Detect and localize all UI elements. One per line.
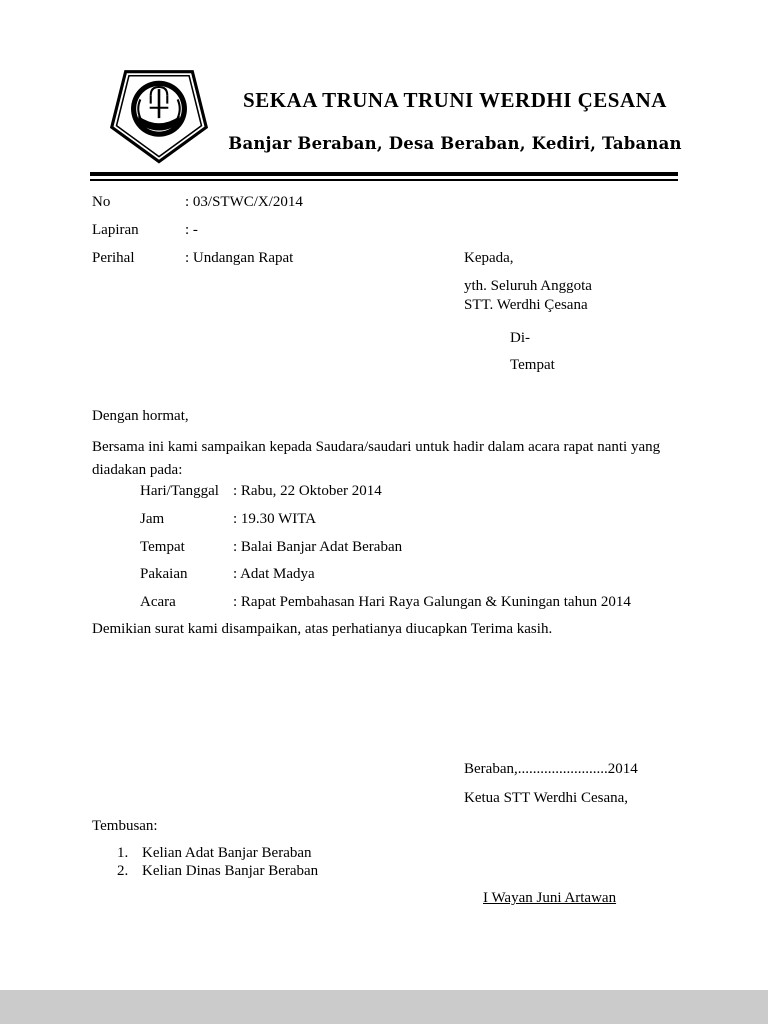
- signature-name: I Wayan Juni Artawan: [483, 890, 617, 906]
- jam-value: : 19.30 WITA: [233, 511, 317, 527]
- recipient-tempat: Tempat: [510, 357, 555, 373]
- signature-place-date: Beraban,........................2014: [464, 761, 638, 777]
- recipient-line1: yth. Seluruh Anggota: [464, 278, 592, 294]
- acara-label: Acara: [140, 594, 176, 610]
- meta-row-perihal: [92, 250, 293, 267]
- recipient-kepada: Kepada,: [464, 250, 514, 266]
- tembusan-label: Tembusan:: [92, 818, 158, 834]
- detail-row-pakaian: [140, 566, 315, 583]
- opening-paragraph: Bersama ini kami sampaikan kepada Saudara/saudari untuk hadir dalam acara rapat nanti yang diadakan pada:: [92, 439, 661, 479]
- logo-emblem: [131, 81, 187, 137]
- tembusan-2-text: Kelian Dinas Banjar Beraban: [142, 863, 319, 879]
- org-name: SEKAA TRUNA TRUNI WERDHI ÇESANA: [243, 88, 667, 112]
- tempat-label: Tempat: [140, 539, 185, 555]
- no-label: No: [92, 194, 111, 210]
- org-address: Banjar Beraban, Desa Beraban, Kediri, Tabanan: [228, 134, 682, 153]
- header-divider: [90, 172, 678, 181]
- tembusan-item-1: [117, 845, 312, 862]
- perihal-label: Perihal: [92, 250, 135, 266]
- pakaian-label: Pakaian: [140, 566, 188, 582]
- recipient-line2: STT. Werdhi Çesana: [464, 297, 588, 313]
- org-logo: [102, 60, 216, 175]
- no-value: : 03/STWC/X/2014: [185, 194, 303, 210]
- jam-label: Jam: [140, 511, 165, 527]
- pakaian-value: : Adat Madya: [233, 566, 315, 582]
- detail-row-hari: [140, 483, 382, 500]
- meta-row-no: [92, 194, 303, 211]
- salutation: Dengan hormat,: [92, 408, 189, 424]
- hari-label: Hari/Tanggal: [140, 483, 219, 499]
- detail-row-jam: [140, 511, 316, 528]
- tembusan-item-2: [117, 863, 318, 880]
- meta-row-lapiran: [92, 222, 198, 239]
- tembusan-1-text: Kelian Adat Banjar Beraban: [142, 845, 312, 861]
- recipient-di: Di-: [510, 330, 530, 346]
- detail-row-tempat: [140, 539, 402, 556]
- acara-value: : Rapat Pembahasan Hari Raya Galungan & Kuningan tahun 2014: [233, 594, 631, 610]
- tempat-value: : Balai Banjar Adat Beraban: [233, 539, 403, 555]
- hari-value: : Rabu, 22 Oktober 2014: [233, 483, 382, 499]
- tembusan-2-num: 2.: [117, 863, 129, 879]
- tembusan-1-num: 1.: [117, 845, 129, 861]
- logo-pentagon: [102, 60, 216, 170]
- scan-edge: [0, 990, 768, 1024]
- signature-title: Ketua STT Werdhi Cesana,: [464, 790, 629, 806]
- lapiran-value: : -: [185, 222, 198, 238]
- closing-line: Demikian surat kami disampaikan, atas perhatianya diucapkan Terima kasih.: [92, 621, 553, 637]
- lapiran-label: Lapiran: [92, 222, 139, 238]
- perihal-value: : Undangan Rapat: [185, 250, 294, 266]
- detail-row-acara: [140, 594, 631, 611]
